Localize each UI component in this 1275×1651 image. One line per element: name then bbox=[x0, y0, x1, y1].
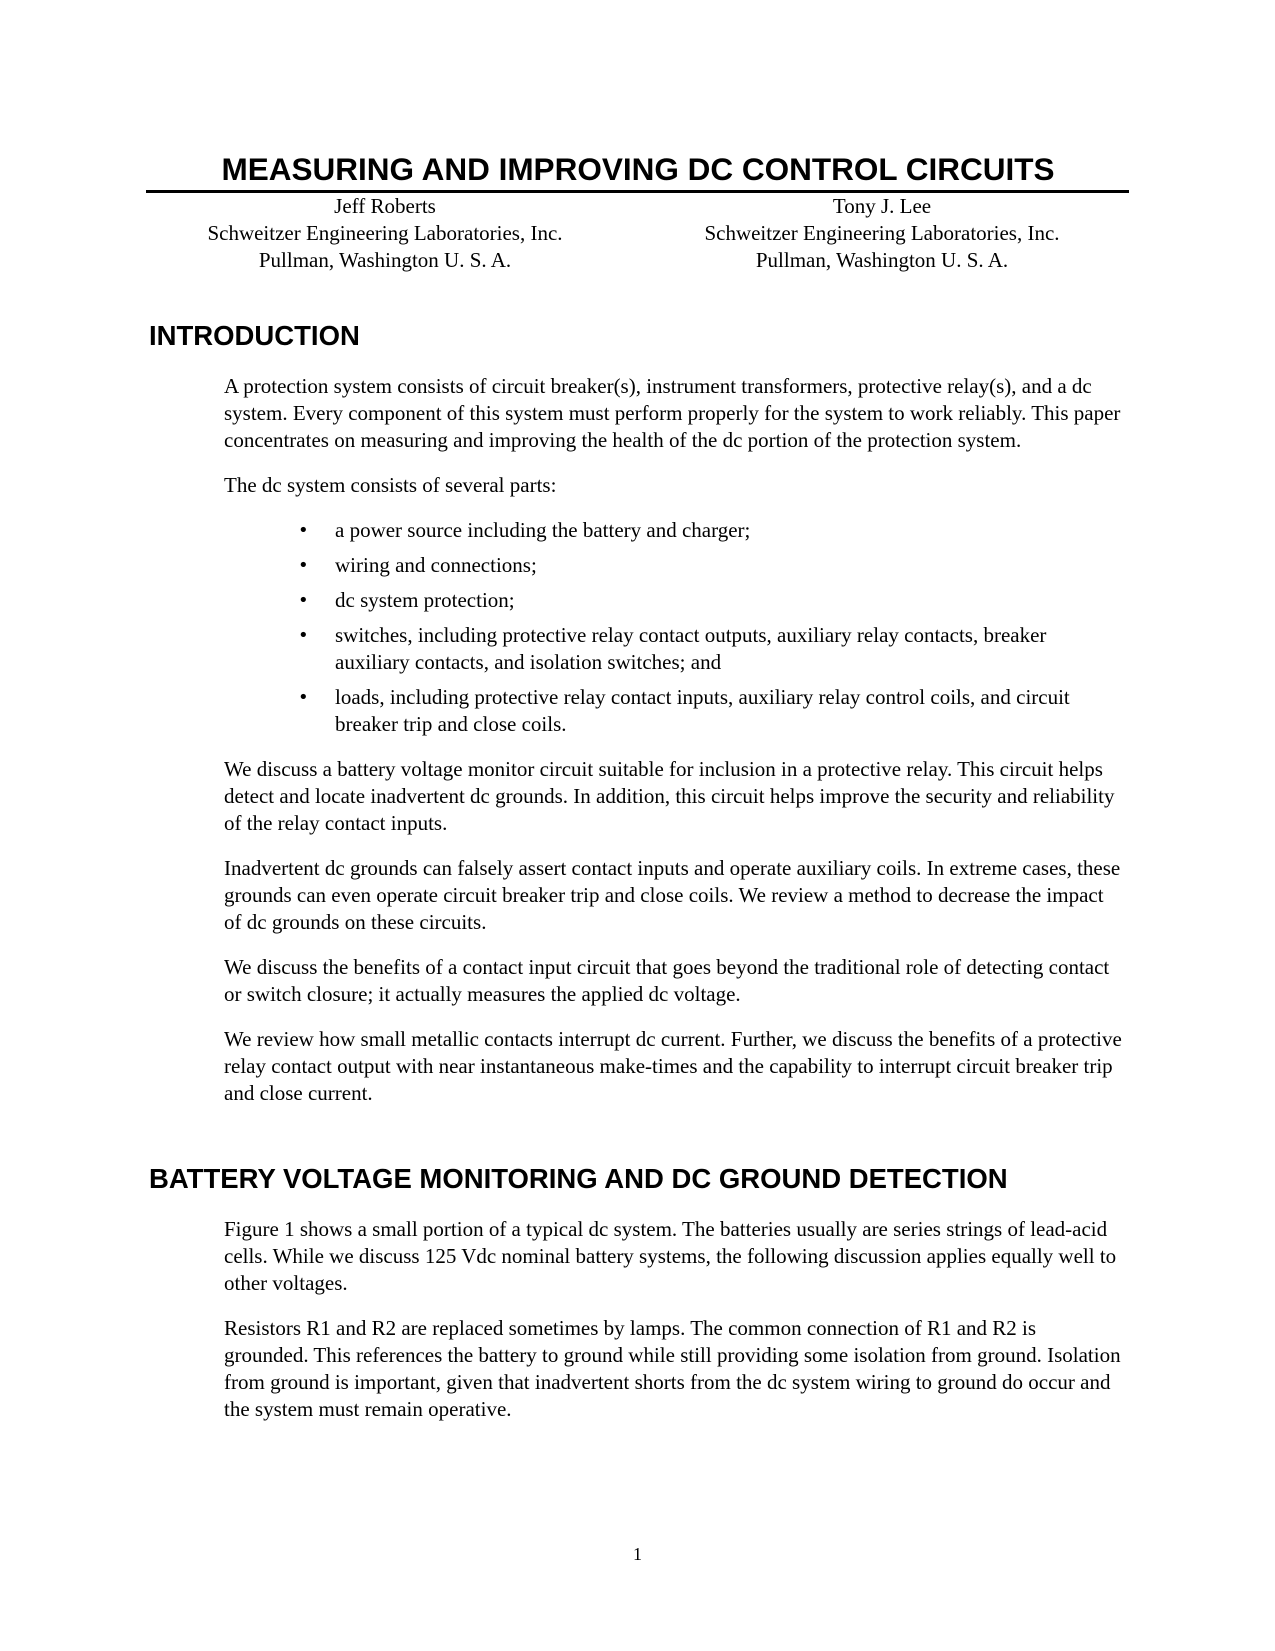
list-item-text: dc system protection; bbox=[335, 588, 515, 612]
list-item bbox=[224, 552, 1124, 579]
list-item bbox=[224, 684, 1124, 738]
paragraph: A protection system consists of circuit breaker(s), instrument transformers, protective relay(s), and a dc system. Every component of this system must perform properly for the system to work reliably. This paper concentrates on measuring and improving the health of the dc portion of the protection system. bbox=[224, 374, 1121, 452]
paragraph: Figure 1 shows a small portion of a typical dc system. The batteries usually are series strings of lead-acid cells. While we discuss 125 Vdc nominal battery systems, the following discussion applies equally well to other voltages. bbox=[224, 1217, 1117, 1295]
author-block-2 bbox=[667, 193, 1097, 274]
bullet-icon: • bbox=[298, 520, 309, 541]
list-item-text: wiring and connections; bbox=[335, 553, 537, 577]
list-item bbox=[224, 517, 1124, 544]
section-heading-battery-voltage: BATTERY VOLTAGE MONITORING AND DC GROUND DETECTION bbox=[149, 1163, 1008, 1194]
section-heading-introduction: INTRODUCTION bbox=[149, 320, 360, 351]
paragraph: Resistors R1 and R2 are replaced sometimes by lamps. The common connection of R1 and R2 is grounded. This references the battery to ground while still providing some isolation from ground. Isolation from ground is important, given that inadvertent shorts from the dc system wiring to ground do occur and the system must remain operative. bbox=[224, 1316, 1121, 1421]
introduction-body bbox=[224, 373, 1124, 1125]
battery-section-body bbox=[224, 1216, 1124, 1441]
author-name: Jeff Roberts bbox=[334, 194, 436, 218]
list-item-text: switches, including protective relay contact outputs, auxiliary relay contacts, breaker auxiliary contacts, and isolation switches; and bbox=[335, 623, 1047, 674]
paper-title: MEASURING AND IMPROVING DC CONTROL CIRCUITS bbox=[221, 151, 1055, 187]
bullet-icon: • bbox=[298, 625, 309, 646]
author-affiliation: Schweitzer Engineering Laboratories, Inc. bbox=[207, 221, 563, 245]
paragraph: Inadvertent dc grounds can falsely assert contact inputs and operate auxiliary coils. In extreme cases, these grounds can even operate circuit breaker trip and close coils. We review a method to decrease the impact of dc grounds on these circuits. bbox=[224, 856, 1121, 934]
dc-system-parts-list bbox=[224, 517, 1124, 738]
paragraph: We discuss the benefits of a contact input circuit that goes beyond the traditional role of detecting contact or switch closure; it actually measures the applied dc voltage. bbox=[224, 955, 1110, 1006]
list-item bbox=[224, 622, 1124, 676]
paragraph: The dc system consists of several parts: bbox=[224, 473, 557, 497]
author-name: Tony J. Lee bbox=[832, 194, 932, 218]
author-location: Pullman, Washington U. S. A. bbox=[258, 248, 512, 272]
bullet-icon: • bbox=[298, 555, 309, 576]
page-number: 1 bbox=[633, 1544, 642, 1564]
bullet-icon: • bbox=[298, 687, 309, 708]
list-item-text: a power source including the battery and charger; bbox=[335, 518, 751, 542]
list-item-text: loads, including protective relay contact inputs, auxiliary relay control coils, and circuit breaker trip and close coils. bbox=[335, 685, 1070, 736]
author-affiliation: Schweitzer Engineering Laboratories, Inc. bbox=[704, 221, 1060, 245]
bullet-icon: • bbox=[298, 590, 309, 611]
paragraph: We discuss a battery voltage monitor circuit suitable for inclusion in a protective relay. This circuit helps detect and locate inadvertent dc grounds. In addition, this circuit helps improve the security and reliability of the relay contact inputs. bbox=[224, 757, 1115, 835]
author-location: Pullman, Washington U. S. A. bbox=[755, 248, 1009, 272]
author-block-1 bbox=[170, 193, 600, 274]
paragraph: We review how small metallic contacts interrupt dc current. Further, we discuss the benefits of a protective relay contact output with near instantaneous make-times and the capability to interrupt circuit breaker trip and close current. bbox=[224, 1027, 1122, 1105]
list-item bbox=[224, 587, 1124, 614]
